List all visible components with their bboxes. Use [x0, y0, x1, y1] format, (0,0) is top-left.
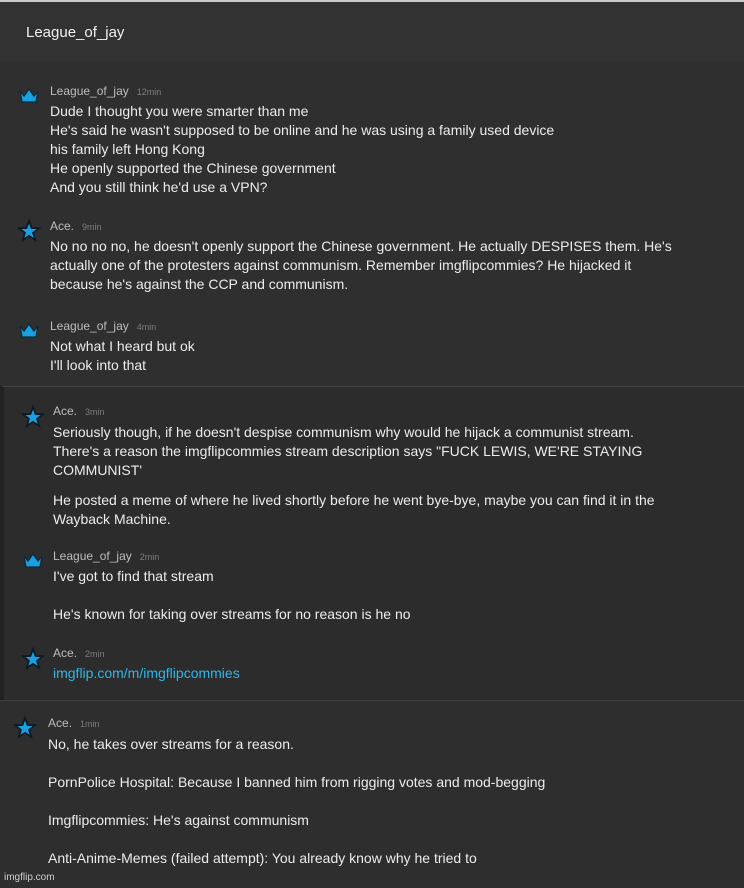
- message-line: Imgflipcommies: He's against communism: [48, 812, 309, 828]
- message-line: He's said he wasn't supposed to be online and he was using a family used device: [50, 122, 555, 138]
- crown-icon: [17, 84, 41, 108]
- message-meta: [53, 646, 105, 660]
- message-line: Wayback Machine.: [53, 511, 171, 527]
- message-meta: [48, 716, 100, 730]
- message-meta: [50, 84, 161, 98]
- timestamp: 12min: [136, 87, 162, 97]
- message-meta: [50, 319, 156, 333]
- star-icon: [17, 219, 41, 243]
- message-line: And you still think he'd use a VPN?: [50, 179, 268, 195]
- message-text: [48, 735, 738, 868]
- author-name[interactable]: Ace.: [50, 219, 75, 233]
- message-meta: [53, 549, 159, 563]
- message-line: [53, 586, 733, 605]
- imgflip-watermark: imgflip.com: [4, 872, 55, 883]
- message-line: Dude I thought you were smarter than me: [50, 103, 309, 119]
- timestamp: 2min: [85, 649, 105, 659]
- message-line: Anti-Anime-Memes (failed attempt): You already know why he tried to: [48, 850, 477, 866]
- message: [0, 217, 744, 302]
- author-name[interactable]: Ace.: [48, 716, 73, 730]
- message-line: because he's against the CCP and communism.: [50, 276, 349, 292]
- message-line: I've got to find that stream: [53, 568, 214, 584]
- message-line: Not what I heard but ok: [50, 338, 195, 354]
- message-line: [48, 792, 738, 811]
- message-line: PornPolice Hospital: Because I banned him from rigging votes and mod-begging: [48, 774, 546, 790]
- author-name[interactable]: League_of_jay: [50, 319, 129, 333]
- message-line: He posted a meme of where he lived shortly before he went bye-bye, maybe you can find it in the: [53, 492, 655, 508]
- star-icon: [13, 716, 37, 740]
- message-line: [48, 830, 738, 849]
- message-line: No, he takes over streams for a reason.: [48, 736, 294, 752]
- author-name[interactable]: League_of_jay: [53, 549, 132, 563]
- message: [4, 549, 744, 629]
- message: [0, 317, 744, 377]
- author-name[interactable]: Ace.: [53, 646, 78, 660]
- message-line: Seriously though, if he doesn't despise communism why would he hijack a communist stream.: [53, 424, 634, 440]
- author-name[interactable]: League_of_jay: [50, 84, 129, 98]
- message-line: COMMUNIST': [53, 462, 142, 478]
- message: [4, 645, 744, 690]
- message-text: [53, 423, 743, 529]
- message-text: [50, 237, 740, 294]
- author-name[interactable]: Ace.: [53, 404, 78, 418]
- message-line: actually one of the protesters against communism. Remember imgflipcommies? He hijacked it: [50, 257, 632, 273]
- message-line: He openly supported the Chinese government: [50, 160, 336, 176]
- message-meta: [53, 404, 105, 418]
- crown-icon: [17, 319, 41, 343]
- chat-section-2: [0, 386, 744, 701]
- star-icon: [21, 405, 45, 429]
- message-text: [50, 337, 730, 375]
- timestamp: 4min: [136, 322, 157, 332]
- message-line: I'll look into that: [50, 357, 147, 373]
- message-text: [53, 567, 733, 624]
- message-line: his family left Hong Kong: [50, 141, 205, 157]
- message: [4, 403, 744, 528]
- chat-title: League_of_jay: [26, 24, 125, 41]
- message: [0, 715, 744, 880]
- message-text: [53, 664, 733, 683]
- crown-icon: [21, 549, 45, 573]
- timestamp: 3min: [85, 407, 105, 417]
- message: [0, 82, 744, 202]
- timestamp: 2min: [139, 552, 160, 562]
- star-icon: [21, 647, 45, 671]
- message-meta: [50, 219, 102, 233]
- message-line: He's known for taking over streams for no reason is he no: [53, 606, 411, 622]
- message-line: [48, 754, 738, 773]
- chat-section-1: [0, 62, 744, 386]
- timestamp: 1min: [80, 719, 100, 729]
- timestamp: 9min: [82, 222, 102, 232]
- message-text: [50, 102, 730, 197]
- chat-section-3: [0, 700, 744, 888]
- message-line: There's a reason the imgflipcommies stream description says "FUCK LEWIS, WE'RE STAYING: [53, 443, 643, 459]
- chat-header: [0, 0, 744, 62]
- stream-link[interactable]: imgflip.com/m/imgflipcommies: [53, 665, 240, 681]
- message-line: No no no no, he doesn't openly support the Chinese government. He actually DESPISES them. He's: [50, 238, 672, 254]
